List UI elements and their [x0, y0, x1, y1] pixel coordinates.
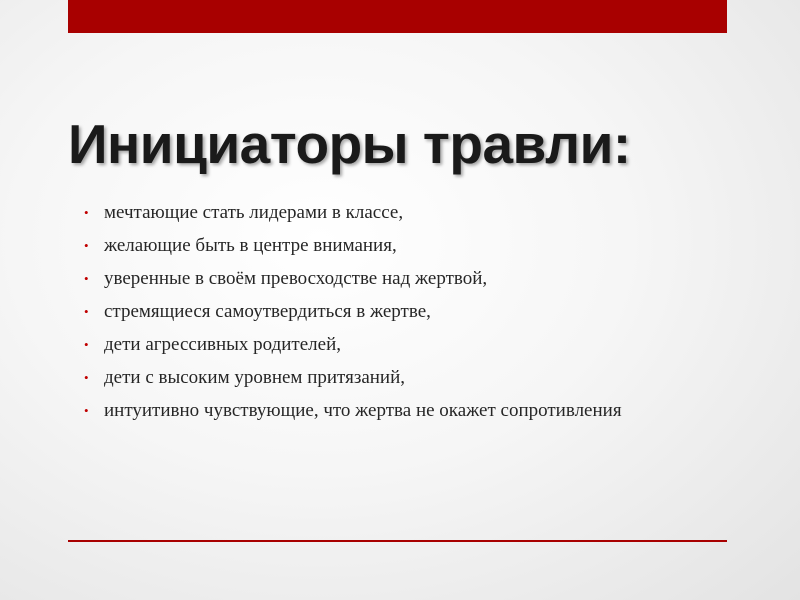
top-accent-bar: [68, 0, 727, 33]
bullet-dot-icon: •: [84, 205, 89, 220]
slide-title: Инициаторы травли:: [68, 113, 631, 175]
bullet-item: [80, 231, 720, 260]
bullet-text: интуитивно чувствующие, что жертва не окажет сопротивления: [104, 400, 622, 421]
bullet-item: [80, 396, 720, 425]
bullet-dot-icon: •: [84, 337, 89, 352]
bullet-item: [80, 297, 720, 326]
bullet-text: дети агрессивных родителей,: [104, 334, 341, 355]
bullet-item: [80, 363, 720, 392]
bullet-dot-icon: •: [84, 370, 89, 385]
bullet-item: [80, 198, 720, 227]
bullet-text: желающие быть в центре внимания,: [104, 235, 397, 256]
bullet-text: уверенные в своём превосходстве над жертвой,: [104, 268, 488, 289]
bullet-dot-icon: •: [84, 403, 89, 418]
bullet-item: [80, 264, 720, 293]
bullet-text: дети с высоким уровнем притязаний,: [104, 367, 406, 388]
bottom-divider: [68, 540, 727, 542]
bullet-dot-icon: •: [84, 271, 89, 286]
bullet-list: [80, 198, 720, 429]
bullet-text: стремящиеся самоутвердиться в жертве,: [104, 301, 431, 322]
bullet-dot-icon: •: [84, 304, 89, 319]
bullet-item: [80, 330, 720, 359]
bullet-text: мечтающие стать лидерами в классе,: [104, 202, 404, 223]
bullet-dot-icon: •: [84, 238, 89, 253]
